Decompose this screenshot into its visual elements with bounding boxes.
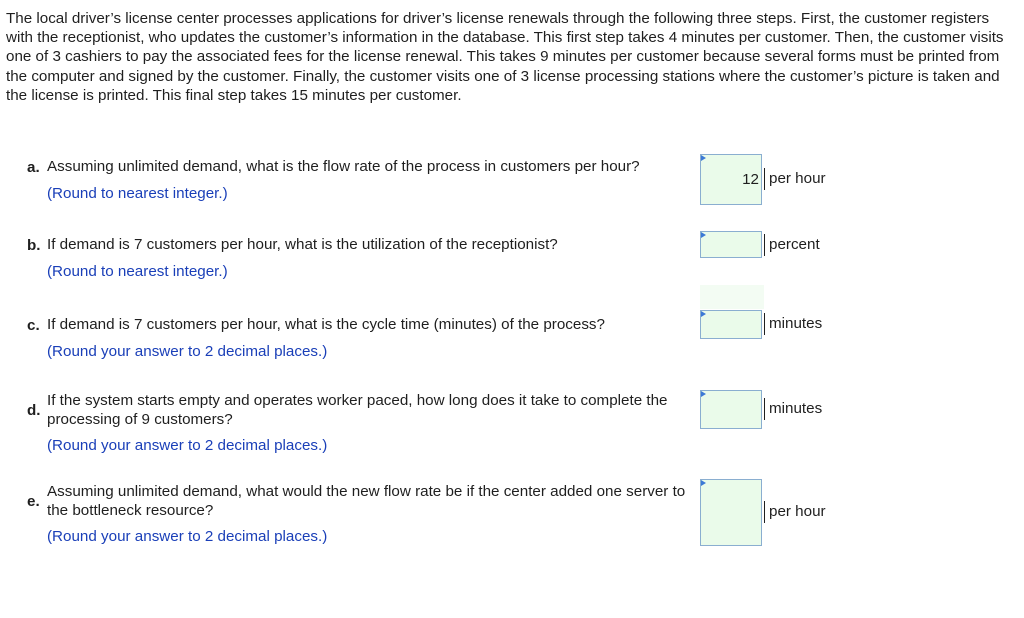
- question-letter: c.: [27, 316, 40, 334]
- answer-input-b[interactable]: [700, 231, 762, 258]
- answer-spacer: [700, 285, 764, 309]
- answer-input-c[interactable]: [700, 310, 762, 339]
- question-letter: a.: [27, 158, 40, 176]
- question-text: Assuming unlimited demand, what is the flow rate of the process in customers per hour?: [47, 158, 640, 175]
- question-e: [27, 483, 687, 545]
- unit-label: minutes: [764, 398, 822, 420]
- rounding-hint: (Round your answer to 2 decimal places.): [47, 342, 328, 360]
- question-c: [27, 316, 687, 360]
- question-d: [27, 392, 687, 454]
- unit-label: per hour: [764, 168, 826, 190]
- unit-label: per hour: [764, 501, 826, 523]
- unit-label: percent: [764, 234, 820, 256]
- answer-value: 12: [742, 171, 759, 188]
- problem-statement: The local driver’s license center processes applications for driver’s license renewals through the following three steps. First, the customer registers with the receptionist, who updates the customer’s information in the database. This first step takes 4 minutes per customer. Then, the customer visits one of 3 cashiers to pay the associated fees for the license renewal. This takes 9 minutes per customer because several forms must be printed from the computer and signed by the customer. Finally, the customer visits one of 3 license processing stations where the customer’s picture is taken and the license is printed. This final step takes 15 minutes per customer.: [6, 10, 1004, 104]
- question-text: If demand is 7 customers per hour, what is the cycle time (minutes) of the process?: [47, 316, 605, 333]
- answer-input-d[interactable]: [700, 390, 762, 429]
- answer-input-a[interactable]: [700, 154, 762, 205]
- question-text: If the system starts empty and operates worker paced, how long does it take to complete the processing of 9 customers?: [47, 392, 668, 428]
- question-text: If demand is 7 customers per hour, what is the utilization of the receptionist?: [47, 236, 558, 253]
- rounding-hint: (Round to nearest integer.): [47, 184, 228, 202]
- rounding-hint: (Round your answer to 2 decimal places.): [47, 528, 328, 545]
- rounding-hint: (Round your answer to 2 decimal places.): [47, 437, 328, 454]
- answer-input-e[interactable]: [700, 479, 762, 546]
- question-b: [27, 236, 687, 280]
- rounding-hint: (Round to nearest integer.): [47, 262, 228, 280]
- question-a: [27, 158, 687, 202]
- question-letter: b.: [27, 236, 41, 254]
- question-letter: d.: [27, 402, 41, 419]
- question-letter: e.: [27, 493, 40, 510]
- unit-label: minutes: [764, 313, 822, 335]
- question-text: Assuming unlimited demand, what would the new flow rate be if the center added one server to the bottleneck resource?: [47, 483, 686, 519]
